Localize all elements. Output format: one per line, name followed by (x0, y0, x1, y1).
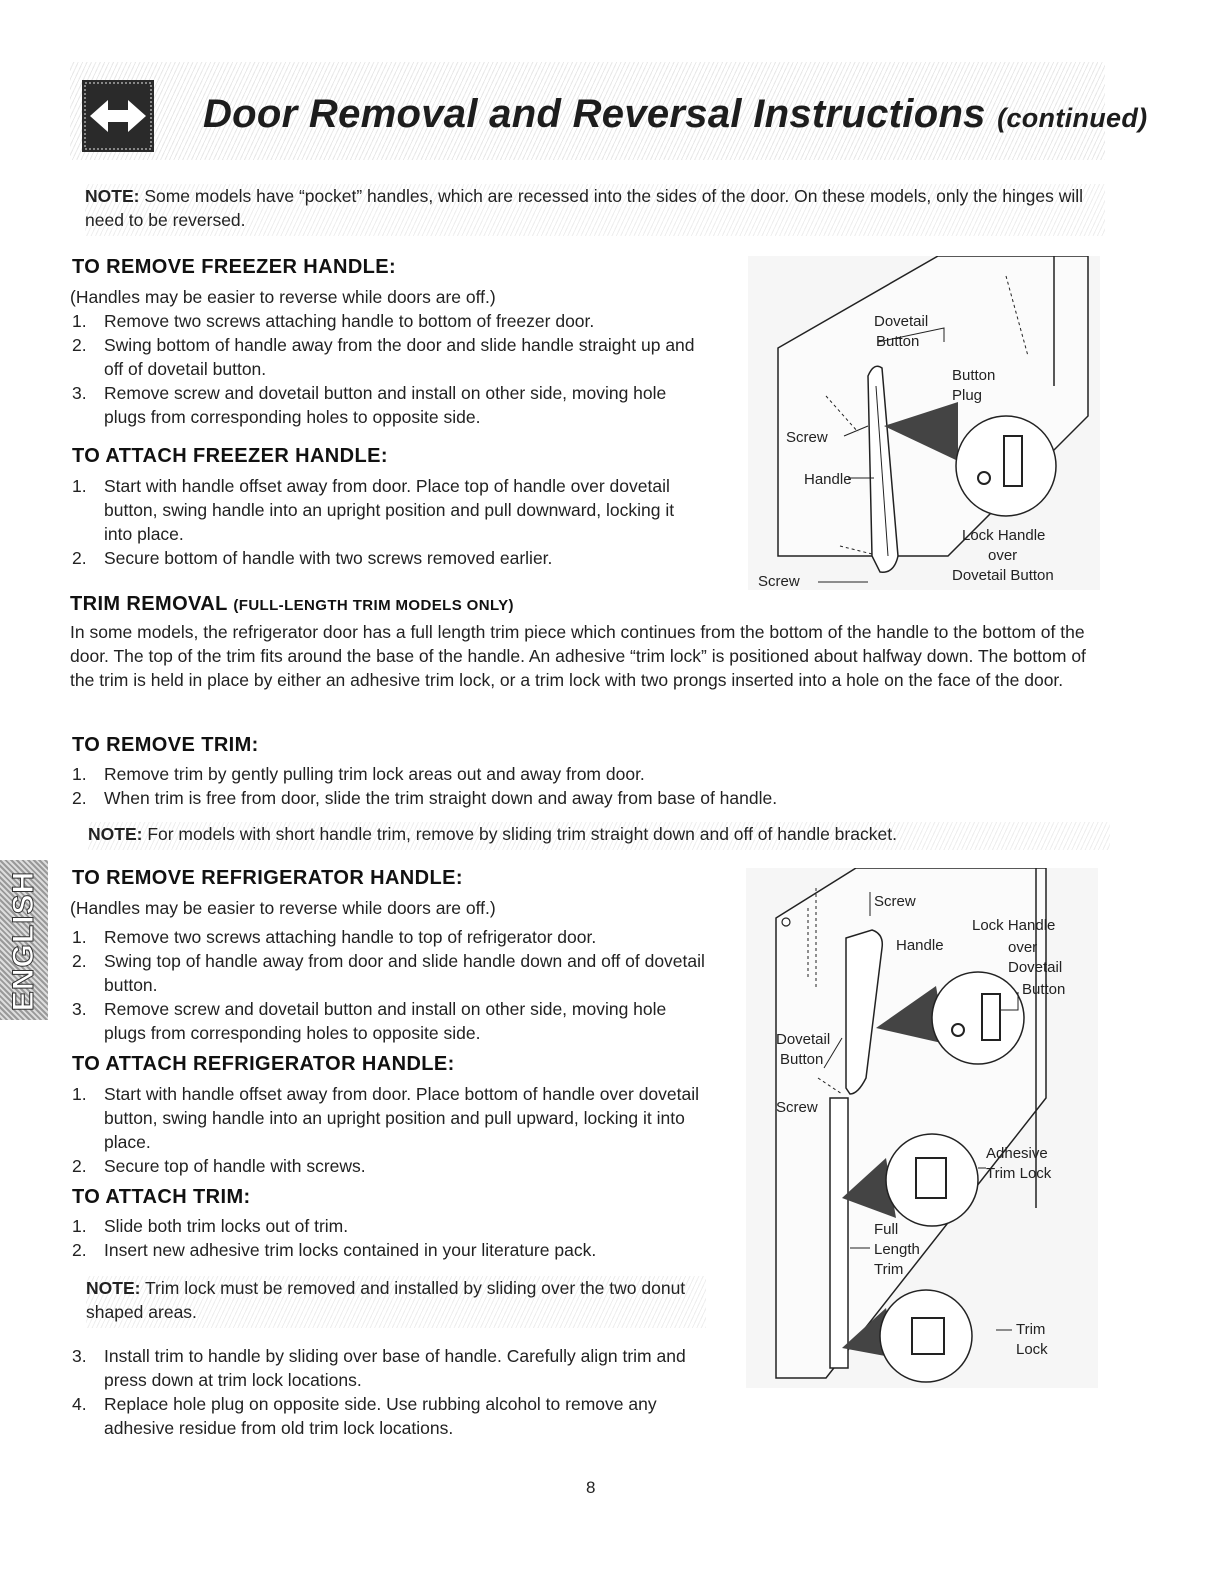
note-label: NOTE: (88, 824, 143, 844)
label-dovetail: Dovetail (874, 313, 929, 330)
list-item: 2. Secure top of handle with screws. (72, 1156, 366, 1176)
attach-freezer-steps (72, 474, 682, 570)
page-title (203, 92, 1147, 137)
label-handle: Handle (804, 471, 852, 488)
freezer-handle-diagram (748, 256, 1100, 590)
label-screw-left: Screw (776, 1099, 818, 1116)
label-lock-handle: Lock Handle (972, 917, 1056, 934)
heading-trim-removal-qualifier: (FULL-LENGTH TRIM MODELS ONLY) (233, 597, 514, 614)
page-number: 8 (586, 1478, 596, 1497)
title-subtitle: (continued) (997, 103, 1148, 133)
list-item: 3. Remove screw and dovetail button and install on other side, moving hole plugs from corresponding holes to opposite side. (72, 999, 667, 1043)
attach-trim-steps-b (72, 1344, 712, 1440)
label-button: Button (876, 333, 920, 350)
note-pocket-handles (85, 184, 1105, 236)
language-tab-label: ENGLISH (7, 870, 40, 1012)
note-label: NOTE: (86, 1278, 141, 1298)
label-trim-2: Trim (1016, 1321, 1046, 1338)
note-label: NOTE: (85, 186, 140, 206)
note-trim-lock (86, 1276, 706, 1328)
label-dovetail: Dovetail (1008, 959, 1063, 976)
heading-remove-freezer-handle: TO REMOVE FREEZER HANDLE: (72, 256, 397, 278)
label-over: over (988, 547, 1018, 564)
list-item: 1. Remove two screws attaching handle to top of refrigerator door. (72, 927, 597, 947)
heading-remove-trim: TO REMOVE TRIM: (72, 734, 259, 756)
list-item: 2. Secure bottom of handle with two screws removed earlier. (72, 548, 553, 568)
note-text: For models with short handle trim, remove by sliding trim straight down and off of handle bracket. (142, 824, 897, 844)
heading-remove-refrigerator-handle: TO REMOVE REFRIGERATOR HANDLE: (72, 867, 463, 889)
list-item: 1. Slide both trim locks out of trim. (72, 1216, 349, 1236)
trim-removal-paragraph: In some models, the refrigerator door has a full length trim piece which continues from the bottom of the handle to the bottom of the door. The top of the trim fits around the base of the handle. An adhesive “trim lock” is positioned about halfway down. The bottom of the trim is held in place by either an adhesive trim lock, or a trim lock with two prongs inserted into a hole on the face of the door. (70, 622, 1086, 690)
list-item: 3. Remove screw and dovetail button and install on other side, moving hole plugs from corresponding holes to opposite side. (72, 383, 667, 427)
label-button: Button (1022, 981, 1066, 998)
door-reversal-icon (82, 80, 154, 152)
label-button-2: Button (952, 367, 996, 384)
refrigerator-handle-diagram (746, 868, 1098, 1388)
attach-trim-steps-a (72, 1214, 712, 1262)
heading-attach-refrigerator-handle: TO ATTACH REFRIGERATOR HANDLE: (72, 1053, 455, 1075)
note-text: Some models have “pocket” handles, which are recessed into the sides of the door. On these models, only the hinges will need to be reversed. (85, 186, 1084, 230)
label-adhesive: Adhesive (986, 1145, 1048, 1162)
label-button-left: Button (780, 1051, 824, 1068)
heading-trim-removal: TRIM REMOVAL (FULL-LENGTH TRIM MODELS ONLY) (70, 593, 514, 615)
remove-freezer-intro: (Handles may be easier to reverse while doors are off.) (70, 287, 496, 307)
label-lock-2: Lock (1016, 1341, 1048, 1358)
label-length: Length (874, 1241, 920, 1258)
label-lock-handle: Lock Handle (962, 527, 1046, 544)
label-dovetail-button: Dovetail Button (952, 567, 1054, 584)
label-trim: Trim (874, 1261, 904, 1278)
list-item: 1. Start with handle offset away from door. Place bottom of handle over dovetail button, swing handle into an upright position and pull upward, locking it into place. (72, 1084, 700, 1152)
remove-trim-steps (72, 762, 1072, 810)
remove-freezer-steps (72, 309, 712, 429)
remove-refrigerator-steps (72, 925, 712, 1045)
label-full: Full (874, 1221, 899, 1238)
label-dovetail-left: Dovetail (776, 1031, 831, 1048)
list-item: 3. Install trim to handle by sliding over base of handle. Carefully align trim and press down at trim lock locations. (72, 1346, 686, 1390)
list-item: 2. Insert new adhesive trim locks contained in your literature pack. (72, 1240, 597, 1260)
heading-attach-freezer-handle: TO ATTACH FREEZER HANDLE: (72, 445, 388, 467)
list-item: 2. Swing bottom of handle away from the door and slide handle straight up and off of dovetail button. (72, 335, 695, 379)
list-item: 1. Start with handle offset away from door. Place top of handle over dovetail button, swing handle into an upright position and pull downward, locking it into place. (72, 476, 675, 544)
list-item: 2. When trim is free from door, slide the trim straight down and away from base of handle. (72, 788, 778, 808)
note-text: Trim lock must be removed and installed by sliding over the two donut shaped areas. (86, 1278, 686, 1322)
label-screw-bottom: Screw (758, 573, 800, 590)
label-over: over (1008, 939, 1038, 956)
title-text: Door Removal and Reversal Instructions (203, 92, 986, 136)
attach-refrigerator-steps (72, 1082, 712, 1178)
list-item: 4. Replace hole plug on opposite side. Use rubbing alcohol to remove any adhesive residue from old trim lock locations. (72, 1394, 657, 1438)
list-item: 1. Remove two screws attaching handle to bottom of freezer door. (72, 311, 595, 331)
label-plug: Plug (952, 387, 983, 404)
label-screw: Screw (874, 893, 916, 910)
note-short-handle-trim (88, 822, 1110, 850)
heading-attach-trim: TO ATTACH TRIM: (72, 1186, 251, 1208)
dovetail-detail-circle (932, 972, 1024, 1064)
label-screw: Screw (786, 429, 828, 446)
label-handle: Handle (896, 937, 944, 954)
remove-refrigerator-intro: (Handles may be easier to reverse while doors are off.) (70, 898, 496, 918)
label-trim-lock: Trim Lock (986, 1165, 1052, 1182)
list-item: 2. Swing top of handle away from door and slide handle down and off of dovetail button. (72, 951, 705, 995)
list-item: 1. Remove trim by gently pulling trim lock areas out and away from door. (72, 764, 645, 784)
trim-shape (830, 1098, 848, 1368)
